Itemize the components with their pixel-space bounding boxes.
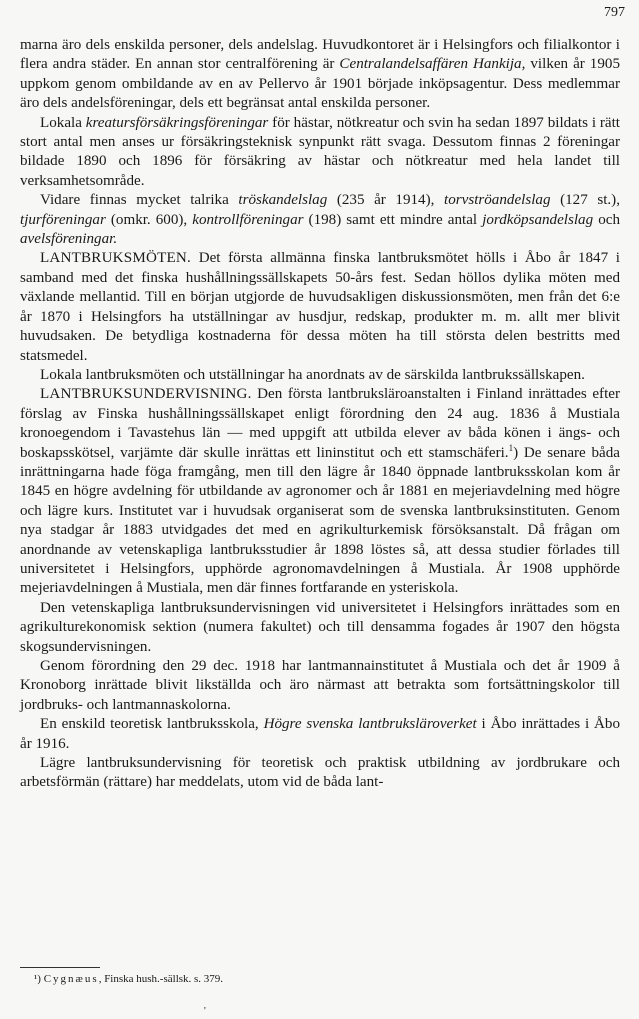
text-run: Lägre lantbruksundervisning för teoretisk och praktisk utbildning av jordbrukare och arbetsförmän (rättare) har meddelats, utom vid de båda lant- xyxy=(20,755,620,791)
paragraph-p2 xyxy=(20,114,620,192)
italic-term: kontrollföreningar xyxy=(192,211,304,228)
text-run: Lokala xyxy=(40,114,86,131)
footnote-ref: 1 xyxy=(508,442,514,453)
text-run: för hästar, nötkreatur och svin ha sedan 1897 bildats i rätt stort antal men anses ur försäkringsteknisk synpunkt rätt svaga. Dessutom finnas 2 föreningar bildade 1890 och 1896 för försäkring av hästar och nötkreatur med hela landet till verksamhetsområde. xyxy=(20,114,620,189)
bottom-mark: ' xyxy=(204,1006,206,1017)
italic-term: torvströandelslag xyxy=(444,192,551,209)
footnote-rule xyxy=(20,967,100,968)
text-run: (127 st.), xyxy=(550,192,620,209)
paragraph-p4 xyxy=(20,249,620,365)
italic-term: kreatursförsäkringsföreningar xyxy=(85,114,269,131)
text-run: Genom förordning den 29 dec. 1918 har lantmannainstitutet å Mustiala och det år 1909 å Kronoborg inrättade blivit likställda och äro närmast att betrakta som fortsättningskolor till jordbruks- och lantmannaskolorna. xyxy=(20,658,620,713)
text-run: Den vetenskapliga lantbruksundervisningen vid universitetet i Helsingfors inrättades som en agrikulturekonomisk sektion (numera fakultet) och till densamma fogades år 1907 den högsta skogsundervisningen. xyxy=(20,599,620,655)
footnote-marker: ¹) xyxy=(34,973,41,985)
text-run: En enskild teoretisk lantbruksskola, xyxy=(40,716,264,733)
paragraph-p9 xyxy=(20,715,620,754)
text-run: Det första allmänna finska lantbruksmötet hölls i Åbo år 1847 i samband med det finska hushållningssällskapets 50-års fest. Sedan höllos dylika möten med växlande mellantid. Till en början utgjorde de huvudsakligen diskussionsmöten, men från det 6:e år 1870 i Helsingfors ha utställningar av husdjur, redskap, produkter m. m. allt mer blivit huvudsaken. De betydliga kostnaderna för dessa möten ha till största delen bestritts med statsmedel. xyxy=(20,250,620,364)
text-run: vilken år 1905 uppkom genom ombildande av en av Pellervo år 1901 började inköpsagentur. Dess medlemmar äro dels andelsföreningar, dels ett begränsat antal enskilda personer. xyxy=(20,56,620,112)
section-heading: LANTBRUKSMÖTEN. xyxy=(40,250,192,267)
text-run: Vidare finnas mycket talrika xyxy=(40,192,239,209)
body-text xyxy=(20,36,620,793)
paragraph-p10 xyxy=(20,754,620,793)
footnote-author: Cygnæus xyxy=(43,973,99,985)
page-number: 797 xyxy=(604,5,625,20)
italic-term: Högre svenska lantbruksläroverket xyxy=(263,716,477,733)
italic-term: avelsföreningar. xyxy=(20,231,118,248)
text-run: (235 år 1914), xyxy=(327,192,444,209)
paragraph-p8 xyxy=(20,657,620,715)
text-run: marna äro dels enskilda personer, dels andelslag. Huvudkontoret är i Helsingfors och filialkontor i flera andra städer. En annan stor centralförening är xyxy=(20,37,620,73)
text-run: (omkr. 600), xyxy=(105,211,193,228)
paragraph-p3 xyxy=(20,191,620,249)
paragraph-p5 xyxy=(20,366,620,385)
text-run: och xyxy=(593,211,620,228)
text-run: (198) samt ett mindre antal xyxy=(303,211,483,228)
footnote xyxy=(34,972,223,986)
paragraph-p6 xyxy=(20,385,620,598)
paragraph-p1 xyxy=(20,36,620,114)
text-run: ) De senare båda inrättningarna hade föga framgång, men till den lägre år 1840 öppnade lantbruksskolan kom år 1845 en högre avdelning för utbildande av agronomer och år 1881 en mejeriavdelning med högre och lägre kurs. Institutet var i huvudsak organiserat som de svenska lantbruksinstituten. Genom nya stadgar år 1883 utvidgades det med en agrikulturkemisk försöksanstalt. Då frågan om anordnande av vetenskapliga lantbruksstudier år 1898 löstes så, att dessa studier förlades till universitetet i Helsingfors, upphörde agronomavdelningen å Mustiala. År 1908 upphörde mejeriavdelningen å Mustiala, men där finnes fortfarande en ysteriskola. xyxy=(20,444,621,597)
italic-term: Centralandelsaffären Hankija, xyxy=(339,56,526,73)
text-run: Den första lantbruksläroanstalten i Finland inrättades efter förslag av Finska hushållningssällskapet enligt förordning den 24 aug. 1836 å Mustiala kronoegendom i Tavastehus län — med uppgift att utbilda elever av båda könen i ängs- och boskapsskötsel, varjämte där skulle inrättas ett lininstitut och ett stamschäferi. xyxy=(20,386,620,461)
section-heading: LANTBRUKSUNDERVISNING. xyxy=(40,386,252,403)
paragraph-p7 xyxy=(20,599,620,657)
italic-term: tjurföreningar xyxy=(20,211,106,228)
italic-term: tröskandelslag xyxy=(238,192,328,209)
footnote-text: , Finska hush.-sällsk. s. 379. xyxy=(98,973,224,985)
text-run: Lokala lantbruksmöten och utställningar ha anordnats av de särskilda lantbrukssällskapen. xyxy=(40,366,585,383)
italic-term: jordköpsandelslag xyxy=(482,211,594,228)
text-run: i Åbo inrättades i Åbo år 1916. xyxy=(20,716,621,752)
